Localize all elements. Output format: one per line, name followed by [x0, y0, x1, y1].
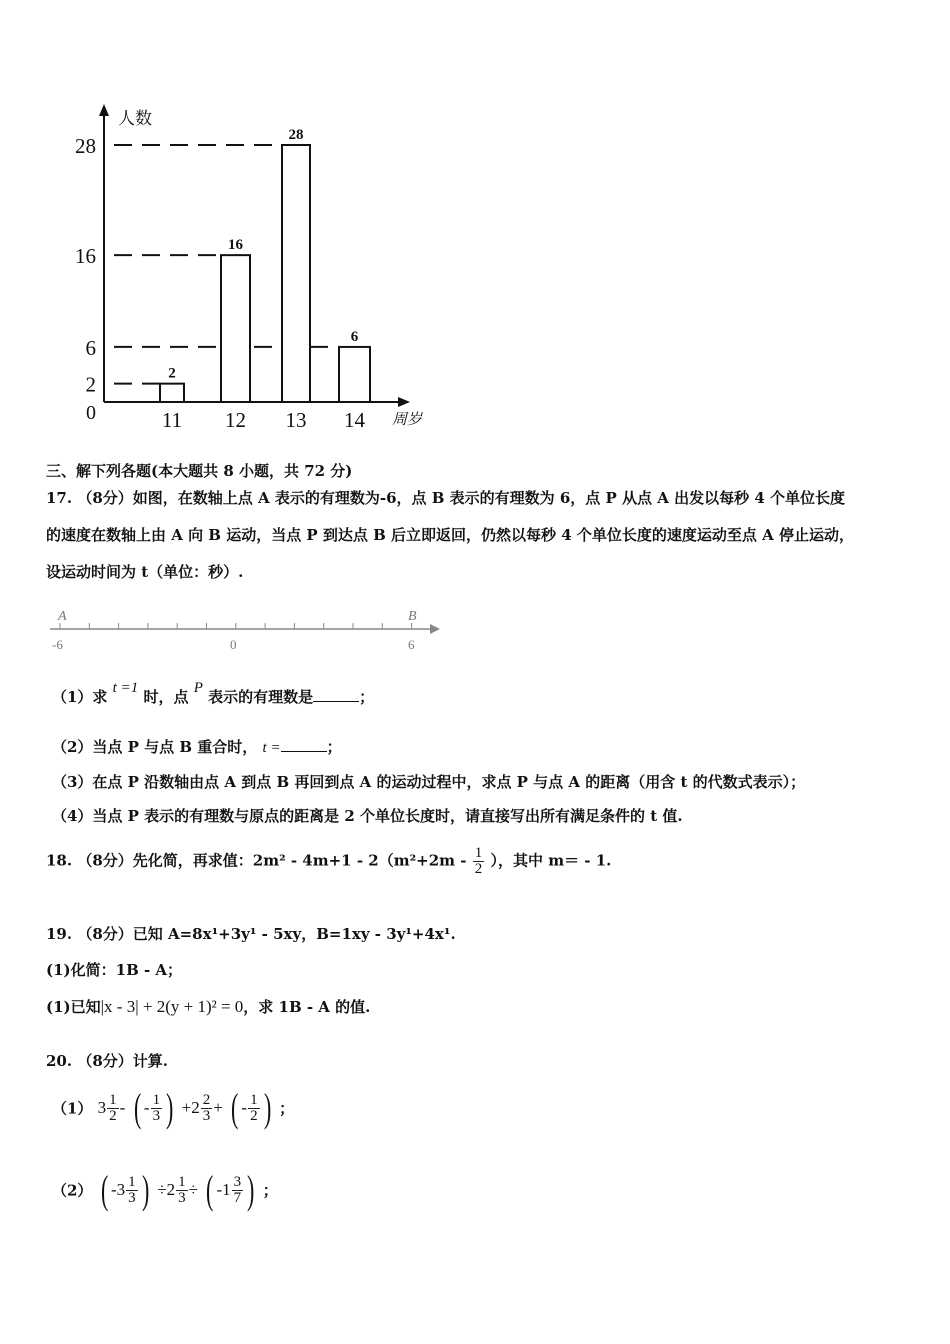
q19-line1: 19. （8分）已知 A=8x¹+3y¹ - 5xy，B=1xy - 3y¹+4x¹.	[46, 925, 456, 943]
x-tick-label-14: 14	[344, 408, 365, 432]
bar-14	[339, 347, 370, 402]
answer-blank-1[interactable]	[313, 687, 359, 702]
bar-11	[160, 384, 184, 402]
y-axis-label: 人数	[118, 109, 152, 128]
point-a-label: A	[58, 609, 67, 624]
q20-part2: （2） ( -3 $\frac{1}{3}$ ) ÷2 $\frac{1}{3}$ ÷ ( -1 $\frac{3}{7}$ ) ；	[52, 1167, 278, 1212]
data-label-13: 28	[288, 127, 304, 143]
tick-label-left: -6	[52, 637, 63, 652]
q17-part1: （1）求 t =1 时，点 P 表示的有理数是 ；	[52, 680, 375, 706]
x-axis-label: 周岁	[392, 412, 423, 428]
section-title: 三、解下列各题(本大题共 8 小题，共 72 分)	[46, 462, 353, 480]
point-b-label: B	[408, 609, 417, 624]
data-label-11: 2	[168, 365, 176, 382]
q20-title: 20. （8分）计算.	[46, 1052, 168, 1070]
tick-label-mid: 0	[230, 637, 237, 652]
x-axis-arrow	[398, 397, 410, 407]
q19-part2: (1)已知|x - 3| + 2(y + 1)² = 0，求 1B - A 的值.	[46, 997, 371, 1016]
q18-fraction: $\frac{1}{2}$	[474, 845, 483, 877]
q17-line3: 设运动时间为 t（单位：秒）.	[46, 563, 244, 581]
data-label-12: 16	[228, 237, 243, 254]
q19-part1: (1)化简：1B - A；	[46, 961, 183, 979]
x-tick-label-11: 11	[161, 408, 183, 432]
number-line	[44, 606, 464, 656]
bar-12	[221, 255, 250, 402]
q20-part1: （1） 3 $\frac{1}{2}$ - ( - $\frac{1}{3}$ ) +2 $\frac{2}{3}$ + ( - $\frac{1}{2}$ ) ；	[52, 1085, 295, 1130]
y-tick-label-16: 16	[75, 244, 96, 269]
y-tick-label-6: 6	[85, 335, 96, 360]
x-tick-label-13: 13	[285, 408, 307, 432]
y-tick-label-28: 28	[75, 134, 96, 158]
q17-part2: （2）当点 P 与点 B 重合时， t = ；	[52, 738, 342, 756]
bar-chart	[0, 0, 950, 440]
y-tick-label-0: 0	[86, 402, 96, 424]
tick-label-right: 6	[408, 637, 415, 652]
bar-13	[282, 145, 310, 402]
q18: 18. （8分）先化简，再求值：2m² - 4m+1 - 2（m²+2m - $\frac{1}{2}$ ），其中 m＝ - 1.	[46, 845, 612, 877]
answer-blank-2[interactable]	[281, 737, 327, 752]
q17-part3: （3）在点 P 沿数轴由点 A 到点 B 再回到点 A 的运动过程中，求点 P 与点 A 的距离（用含 t 的代数式表示）；	[52, 773, 806, 791]
y-axis-arrow	[99, 104, 109, 116]
q17-part4: （4）当点 P 表示的有理数与原点的距离是 2 个单位长度时，请直接写出所有满足条件的 t 值.	[52, 807, 683, 825]
data-label-14: 6	[350, 328, 359, 345]
y-tick-label-2: 2	[85, 372, 96, 397]
q17-line2: 的速度在数轴上由 A 向 B 运动，当点 P 到达点 B 后立即返回，仍然以每秒 4 个单位长度的速度运动至点 A 停止运动，	[46, 526, 855, 544]
q17-line1: 17. （8分）如图，在数轴上点 A 表示的有理数为-6，点 B 表示的有理数为 6，点 P 从点 A 出发以每秒 4 个单位长度	[46, 489, 845, 507]
x-tick-label-12: 12	[225, 408, 246, 432]
